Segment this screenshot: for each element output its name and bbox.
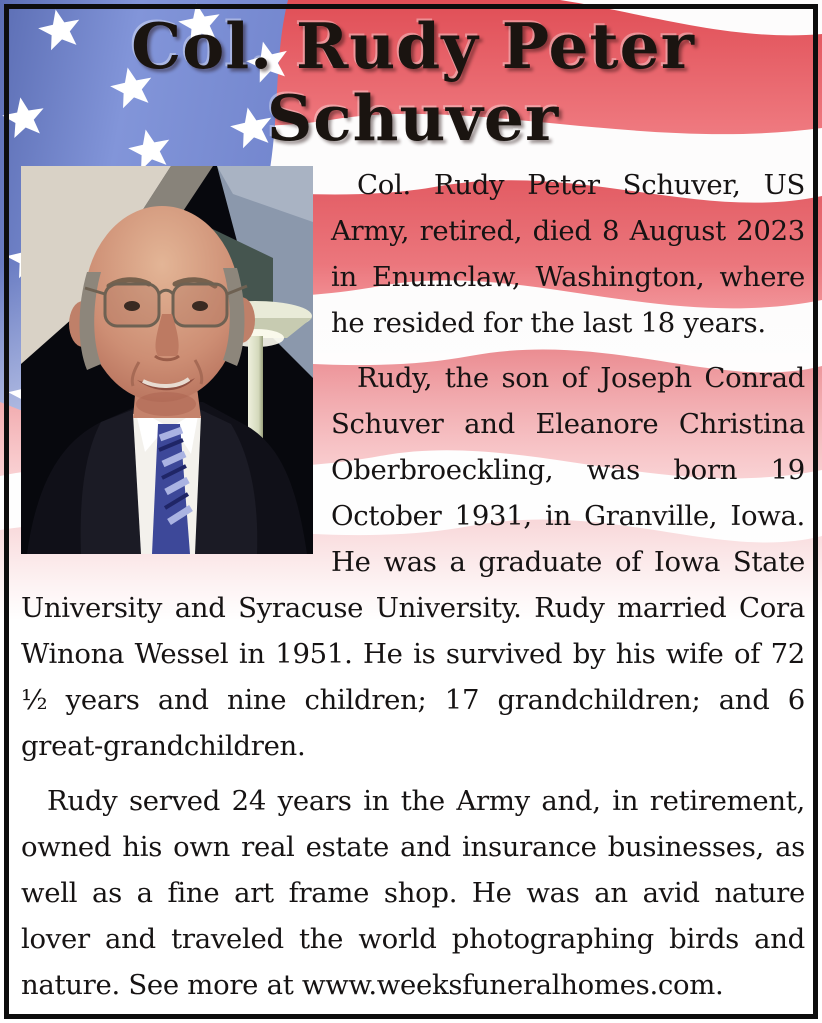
obituary-article — [21, 154, 805, 1008]
obituary-paragraph-2: Rudy, the son of Joseph Conrad Schuver and Eleanore Christina Oberbroeckling, was born 19 October 1931, in Granville, Iowa. He was a graduate of Iowa State University and Syracuse University. Rudy married Cora Winona Wessel in 1951. He is survived by his wife of 72 ½ years and nine children; 17 grandchildren; and 6 great-grandchildren. — [21, 362, 805, 762]
obituary-paragraph-3: Rudy served 24 years in the Army and, in retirement, owned his own real estate and insurance businesses, as well as a fine art frame shop. He was an avid nature lover and traveled the world photographing birds and nature. See more at www.weeksfuneralhomes.com. — [21, 785, 805, 1001]
page-title: Col. Rudy Peter Schuver — [131, 9, 695, 155]
portrait-photo — [21, 166, 313, 554]
obituary-paragraph-1: Col. Rudy Peter Schuver, US Army, retired, died 8 August 2023 in Enumclaw, Washington, where he resided for the last 18 years. — [331, 169, 805, 339]
